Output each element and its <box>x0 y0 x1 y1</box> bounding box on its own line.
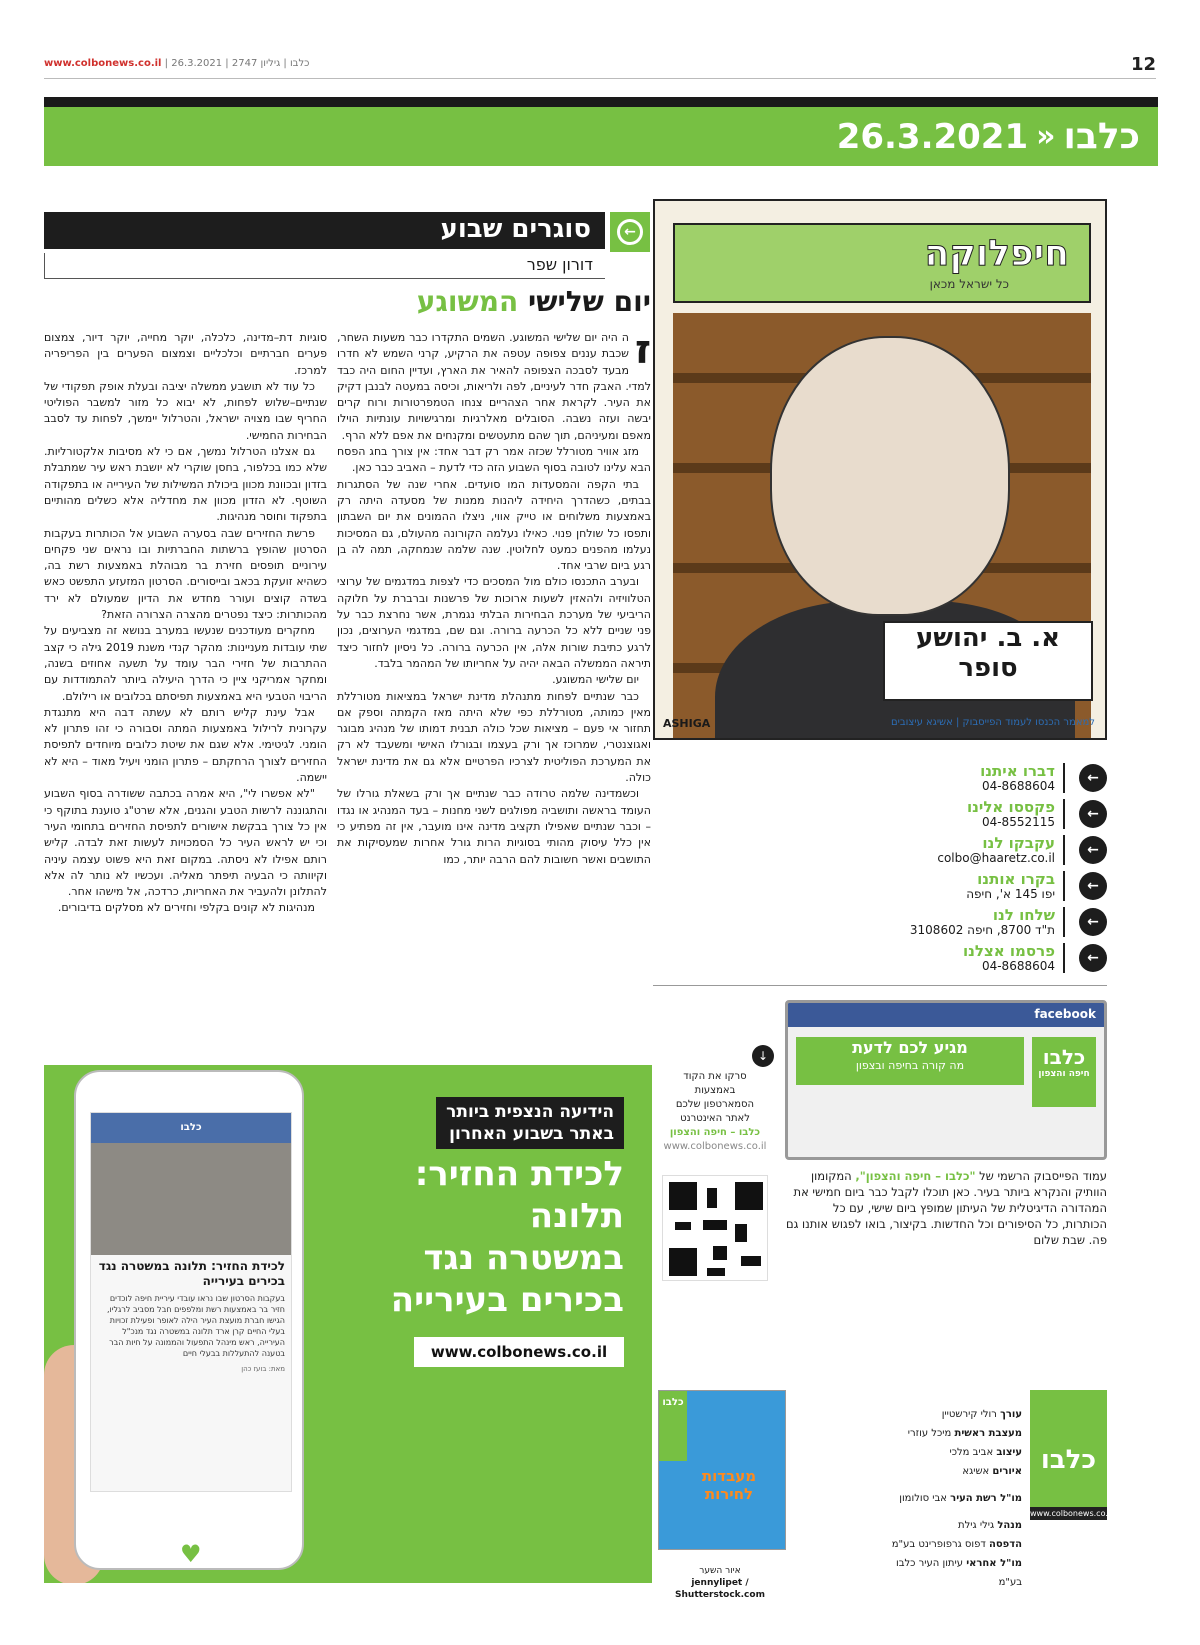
article-column-1 <box>337 327 651 868</box>
qr-line: הסמארטפון שלכם <box>675 1099 755 1110</box>
column-author: דורון שפר <box>44 253 605 279</box>
banner-subtitle: כל ישראל מכאן <box>929 277 1009 291</box>
masthead-date: 26.3.2021 <box>836 116 1029 157</box>
qr-url[interactable]: www.colbonews.co.il <box>663 1141 767 1152</box>
arrow-left-icon: ← <box>1079 836 1107 864</box>
portrait-name: א. ב. יהושע <box>915 623 1061 653</box>
headline-black: יום שלישי <box>528 285 651 318</box>
contact-row[interactable] <box>660 760 1107 796</box>
contact-value: יפו 145 א', חיפה <box>966 886 1055 901</box>
ad-url[interactable]: www.colbonews.co.il <box>414 1337 624 1367</box>
promo-title: מגיע לכם לדעת <box>852 1038 968 1057</box>
cover-source: jennylipet / Shutterstock.com <box>675 1578 765 1600</box>
facebook-preview[interactable] <box>785 1000 1107 1160</box>
divider <box>1063 943 1065 973</box>
ad-tag <box>436 1097 624 1149</box>
article-column-2 <box>44 330 327 917</box>
contact-row[interactable] <box>660 868 1107 904</box>
phone-mockup <box>74 1070 304 1570</box>
paragraph: סוגיות דת–מדינה, כלכלה, יוקר מחייה, יוקר דיור, צמצום פערים חברתיים וכלכליים וצמצום הפערים בין הפריפריה למרכז. <box>44 331 327 377</box>
cover-label: איור השער <box>699 1566 741 1576</box>
desc-name: "כלבו – חיפה והצפון", <box>855 1169 976 1183</box>
caricature-illustration <box>653 199 1107 740</box>
screen-header: כלבו <box>91 1113 291 1143</box>
paragraph: פרשת החזירים שבה בסערה השבוע אל הכותרות בעקבות הסרטון שהופץ ברשתות החברתיות ובו נראים שני פקחים עירוניים תופסים חזירת בר מבוהלת באמצעות רשת בה, כשהיא זועקת בכאב ובייסורים. הסרטון המזעזע התפשט כאש בשדה קוצים ועורר מחדש את הדיון שמעולם לא ירד מהכותרות: כיצד נפטרים מהצרה הצרורה הזאת? <box>44 526 327 622</box>
contact-value: 04-8552115 <box>981 814 1055 829</box>
facebook-promo <box>796 1037 1024 1085</box>
facebook-description <box>785 1168 1107 1248</box>
cover-credit <box>650 1565 790 1601</box>
contact-label: שלחו לנו <box>992 905 1055 924</box>
credit-row: איורים אשיגא <box>962 1466 1022 1477</box>
arrow-left-icon: ← <box>1079 944 1107 972</box>
site-url[interactable]: www.colbonews.co.il <box>44 58 162 69</box>
paragraph: מנהיגות לא קונים בקלפי וחזירים לא מסלקים בדיבורים. <box>57 901 315 915</box>
illustration-banner <box>673 223 1091 303</box>
top-meta: www.colbonews.co.il | כלבו | גיליון 2747 | 26.3.2021 <box>44 58 310 69</box>
logo-sub: חיפה והצפון <box>1038 1069 1090 1079</box>
qr-site-name: כלבו – חיפה והצפון <box>669 1127 761 1138</box>
credit-row: עורך רולי קירשטיין <box>941 1409 1022 1420</box>
contact-label: פרסמו אצלנו <box>962 941 1055 960</box>
contact-row[interactable] <box>660 904 1107 940</box>
bottom-logo-url[interactable]: www.colbonews.co.il <box>1030 1509 1113 1518</box>
arrow-left-icon: ← <box>1079 764 1107 792</box>
qr-code[interactable] <box>662 1175 768 1281</box>
masthead-logo: כלבו <box>1063 116 1140 157</box>
contact-row[interactable] <box>660 832 1107 868</box>
divider <box>1063 835 1065 865</box>
qr-line: לאתר האינטרנט <box>680 1113 750 1124</box>
qr-line: סרקו את הקוד <box>683 1071 747 1082</box>
arrow-down-icon: ↓ <box>752 1045 774 1067</box>
bottom-logo <box>1030 1390 1113 1520</box>
credit-row: מו"ל רשת העיר אבי סולומון <box>899 1493 1022 1504</box>
page-number: 12 <box>1130 54 1156 75</box>
heart-icon: ♥ <box>180 1540 202 1568</box>
arrow-left-icon: ← <box>1079 872 1107 900</box>
arrow-left-icon: ← <box>1079 908 1107 936</box>
paragraph: ה היה יום שלישי המשוגע. השמים התקדרו כבר משעות השחר, שכבת עננים צפופה עטפה את הרקיע, קרני השמש לא חדרו מבעד לסבכה הצפופה להאיר את הארץ, ועדיין החום היה כבד למדי. האבק חדר לעיניים, לפה ולריאות, וכיסה במעטה לבנבן דקיק את העיר. לקראת אחר הצהריים צנחו הטמפרטורות ורוח קרים יבשה ועזה נשבה. הסובלים מאלרגיות ומרגישויות עונתיות הוילו מאפם ומעיניהם, תוך שהם מתעטשים ומקנחים את אפם ללא הרף. <box>337 331 651 442</box>
contact-label: בקרו אותנו <box>977 869 1055 888</box>
screen-footer: מאת: בועז כהן <box>241 1365 285 1373</box>
facebook-credit[interactable]: למאמר הכנסו לעמוד הפייסבוק | אשיגא עיצובים <box>891 717 1095 728</box>
issue-cover-thumbnail[interactable] <box>658 1390 786 1550</box>
paragraph: מחקרים מעודכנים שנעשו במערב בנושא זה מצביעים על שתי עובדות מעניינות: מהקר קנדי משנת 2019 גילה כי קצב ההתרבות של חזירי הבר עומד על תשעה אחוזים בשנה, ומחקר אמריקני ציין כי הדרך היעילה ביותר להתמודדות עם הריבוי הטבעי היא באמצעות תפיסתם בכלובים או רילולם. <box>44 624 327 703</box>
artist-signature: ASHIGA <box>663 717 711 730</box>
portrait-role: סופר <box>958 653 1018 683</box>
facebook-brand: facebook <box>788 1003 1104 1027</box>
credit-row: מו"ל אחראי עיתון העיר כלבו בע"מ <box>895 1558 1022 1588</box>
portrait-face <box>770 336 1010 616</box>
headline-green: המשוגע <box>416 285 519 318</box>
contact-row[interactable] <box>660 796 1107 832</box>
divider <box>1063 871 1065 901</box>
screen-body: בעקבות הסרטון שבו נראו עובדי עיריית חיפה לוכדים חזיר בר באמצעות רשת ומלפפים חבל מסביב לרגליו, הגישו חברת מועצת העיר הילה לאופר ופעילת זכויות בעלי החיים קרן ארד תלונה במשטרה נגד מנכ"ל העירייה, ראש מינהל התפעול והממונה על חיות הבר בטענה להתעללות בבעלי חיים <box>106 1294 285 1358</box>
divider <box>1063 799 1065 829</box>
top-divider <box>44 78 1156 79</box>
thumb-headline: מעבדות לחירות <box>701 1467 757 1503</box>
credit-row: עיצוב אביב מלכי <box>949 1447 1022 1458</box>
divider <box>1063 907 1065 937</box>
paragraph: יום שלישי המשוגע. <box>552 673 639 687</box>
contact-value: ת"ד 8700, חיפה 3108602 <box>909 922 1055 937</box>
paragraph: "לא אפשרו לי", היא אמרה בכתבה ששודרה בסוף השבוע והתגוננה לרשות הטבע והגנים, אלא שרט"ג טוענת בתוקף כי אין כל צורך בבקשת אישורים לתפיסת החזירים בתחומי העיר וכי יש לראש העיר כל הסמכויות לעשות זאת לבדה. קליש רותם אפילו לא ניסתה. במקום זאת היא פשוט עצמה עיניה וקיוותה כי הבעיה תיפתר מאליה. ועכשיו לא נותר לה אלא להתלונן ולהעביר את האחריות, כרדכה, אל מישהו אחר. <box>44 787 327 899</box>
credit-row: הדפסה דפוס גרפופרינט בע"מ <box>891 1539 1022 1550</box>
contact-label: פקססו אלינו <box>966 797 1055 816</box>
ad-headline: לכידת החזיר: תלונה במשטרה נגד בכירים בעירייה <box>390 1154 624 1320</box>
paragraph: כבר שנתיים לפחות מתנהלת מדינת ישראל במציאות מטורללת מאין כמותה, מטורללת כפי שלא היתה מאז הקמתה וספק אם תחזור אי פעם – מציאות שכל כולה תבנית דמותו של מנהיג מבוגר ואגוצנטרי, שמרוכז אך ורק בעצמו ובגורלו האישי ומשעבד לא רק את המערכת הפוליטית לצרכיו הפרטיים אלא גם את מדינת ישראל כולה. <box>337 689 651 785</box>
banner-title: חיפלוקה <box>924 233 1069 274</box>
contact-label: דברו איתנו <box>980 761 1055 780</box>
credit-row: מעצבת ראשית מיכל עוזרי <box>907 1428 1022 1439</box>
contact-row[interactable] <box>660 940 1107 976</box>
logo-text: כלבו <box>1042 1045 1086 1069</box>
contact-value: colbo@haaretz.co.il <box>937 850 1055 865</box>
contact-value: 04-8688604 <box>981 778 1055 793</box>
promo-subtitle: מה קורה בחיפה ובצפון <box>855 1059 965 1072</box>
qr-line: באמצעות <box>694 1085 736 1096</box>
staff-credits <box>890 1405 1022 1592</box>
thumb-logo: כלבו <box>659 1391 687 1461</box>
section-divider <box>653 985 1107 986</box>
arrow-left-icon: ← <box>1079 800 1107 828</box>
masthead-dark-strip <box>44 97 1158 107</box>
arrow-left-icon: ← <box>617 219 643 245</box>
column-arrow-box <box>610 212 650 252</box>
contact-label: עקבקו לנו <box>982 833 1055 852</box>
bottom-logo-text: כלבו <box>1040 1445 1097 1475</box>
screen-photo <box>91 1143 291 1255</box>
phone-screen <box>90 1112 292 1492</box>
article-headline <box>44 285 651 318</box>
facebook-page-logo <box>1032 1037 1096 1107</box>
screen-title: לכידת החזיר: תלונה במשטרה נגד בכירים בעירייה <box>98 1259 285 1288</box>
qr-instructions <box>650 1070 780 1154</box>
desc-rest: המקומון הוותיק והנקרא ביותר בעיר. כאן תוכלו לקבל כבר ביום חמישי את המהדורה הדיגיטלית של העיתון שמופץ ביום שישי, עם כל הכותרות, כל הסיפורים וכל החדשות. בקיצור, בואו לפגוש אותנו גם פה. שבת שלום <box>785 1169 1107 1247</box>
divider <box>1063 763 1065 793</box>
credit-row: מנהל גילי גילת <box>958 1520 1022 1531</box>
contact-list <box>660 760 1107 976</box>
column-title: סוגרים שבוע <box>44 212 605 249</box>
paragraph: מזג אוויר מטורלל שכזה אמר רק דבר אחד: אין צורך בחג הפסח הבא עלינו לטובה בסוף השבוע הזה כדי לדעת – האביב כבר כאן. <box>337 445 651 475</box>
dropcap: ז <box>634 327 651 373</box>
masthead-band <box>44 107 1158 166</box>
masthead-arrows: » <box>1036 119 1056 154</box>
paragraph: וכשמדינה שלמה טרודה כבר שנתיים אך ורק בשאלת גורלו של העומד בראשה ותושביה מפולגים לשני מחנות – בעד המנהיג או נגדו – וכבר שנתיים שאפילו תקציב מדינה אינו מועבר, אין זה מפתיע כי אין כלל עיסוק מהותי בסוגיות הרות גורל אחרות שמעסיקות את התושבים ואשר חשובות להם הרבה יותר, כמו <box>337 787 651 866</box>
promo-ad[interactable] <box>44 1065 652 1583</box>
desc-start: עמוד הפייסבוק הרשמי של <box>979 1169 1107 1183</box>
tag-line: באתר בשבוע האחרון <box>449 1124 614 1144</box>
paragraph: ובערב התכנסו כולם מול המסכים כדי לצפות במדגמים של ערוצי הטלוויזיה ולהאזין לשעות ארוכות של פרשנות וברברת על חלוקה הריביעי של מערכת הבחירות הבלתי נגמרת, אשר נחרצת כבר על פני שניים ללא כל הכרעה ברורה. וגם שם, במדגמי הערוצים, נכון לרגע כתיבת שורות אלה, אין הכרעה ברורה. כל ניסיון לחזור כיצד תיראה הממשלה הבאה יהיה על אחריותו של המהמר בלבד. <box>337 575 651 670</box>
issue-meta: כלבו | גיליון 2747 | 26.3.2021 <box>171 58 310 69</box>
contact-value: 04-8688604 <box>981 958 1055 973</box>
paragraph: בתי הקפה והמסעדות המו סועדים. אחרי שנה של הסתגרות בבתים, כשהדרך היחידה ליהנות ממנות של מסעדה היתה רק באמצעות משלוחים או טייק אווי, ניצלו ההמונים את יום השבתון ותפסו כל שולחן פנוי. כאילו נעלמה הקורונה מהעולם, גם המסיכות נעלמו מהפנים כמעט לחלוטין. שנה שלמה שנמחקה, תמה לה בן רגע ביום שרבי אחד. <box>337 477 651 573</box>
tag-line: הידיעה הנצפית ביותר <box>446 1102 614 1122</box>
portrait-caption <box>883 621 1093 701</box>
paragraph: גם אצלנו הטרלול נמשך, אם כי לא מסיבות אלקטורליות. שלא כמו בכלפור, בחסן שוקרי לא יושבת ראש עיר שמתבלת בזדון ובכוונת מכוון ביכולת המשילות של העירייה או בתפקודה השוטף. לא הזדון מכוון את מחדליה אלא כשלים מהותיים בתפקוד וחוסר מנהיגות. <box>44 445 327 524</box>
paragraph: כל עוד לא תושבע ממשלה יציבה ובעלת אופק תפקודי של שנתיים–שלוש לפחות, לא יבוא כל מזור למשבר הפוליטי החריף שבו מצויה ישראל, והטרלול יימשך, לפחות עד לסבב הבחירות החמישי. <box>44 379 327 442</box>
paragraph: אבל עינת קליש רותם לא עשתה דבה היא מתנגדת עקרונית לרילול באמצעות המתה וסבורה כי זהו פתרון לא הומני. לגיטימי. אלא שגם את שיטת כלובים מיוחדים לתפיסת החזירים לצורך הרחקתם – פתרון הומני ויעיל מאוד – היא לא יישמה. <box>44 705 327 785</box>
